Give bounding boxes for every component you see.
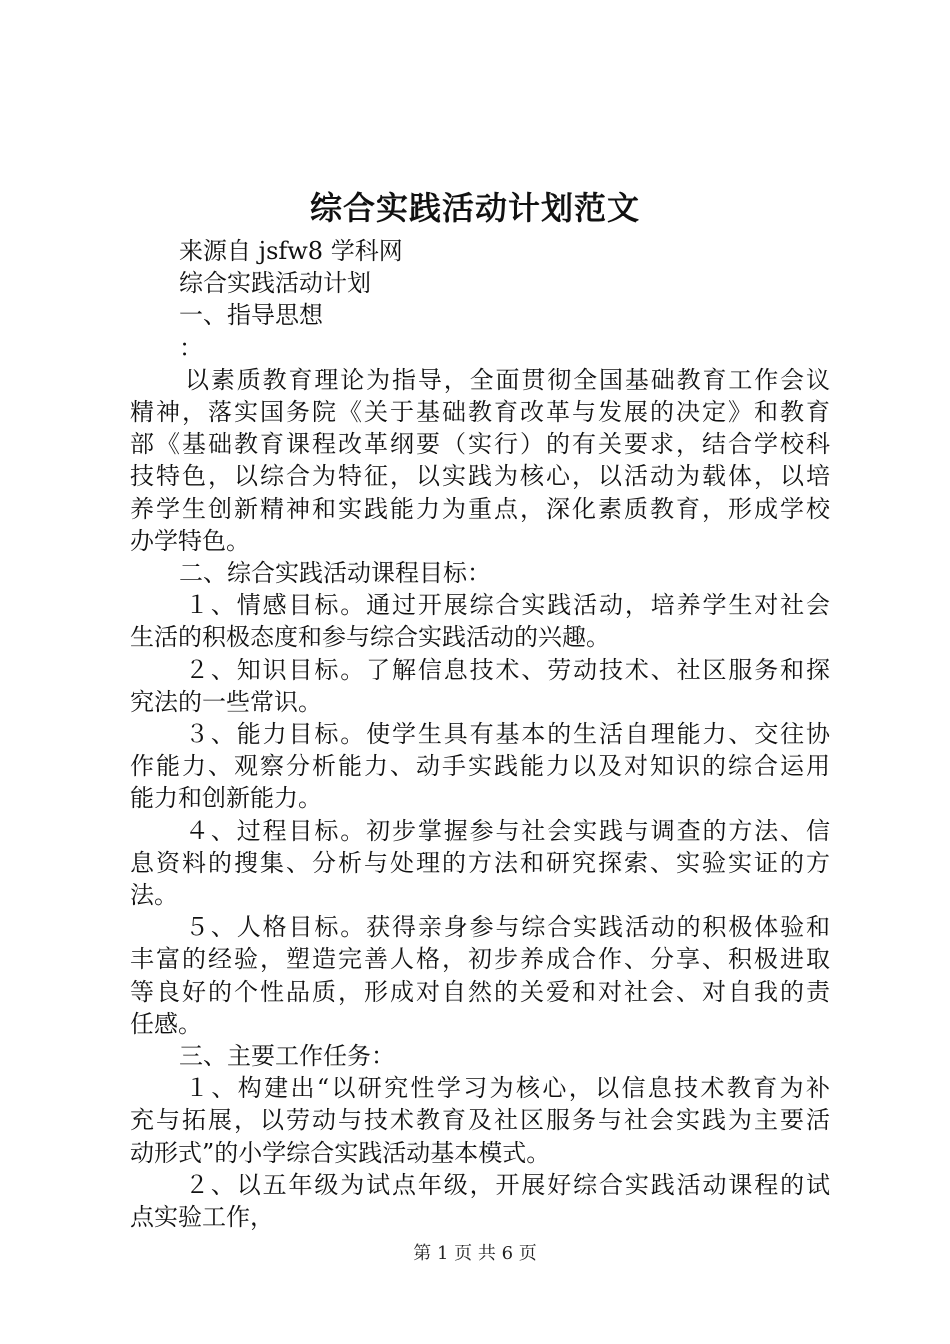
text-line: 部《基础教育课程改革纲要（实行）的有关要求，结合学校科 bbox=[130, 430, 830, 459]
text-line: 综合实践活动计划 bbox=[179, 269, 371, 298]
text-line: 三、主要工作任务： bbox=[179, 1042, 395, 1071]
text-line: 等良好的个性品质，形成对自然的关爱和对社会、对自我的责 bbox=[130, 977, 830, 1006]
text-line: 充与拓展，以劳动与技术教育及社区服务与社会实践为主要活 bbox=[130, 1106, 830, 1135]
text-line: 生活的积极态度和参与综合实践活动的兴趣。 bbox=[130, 623, 610, 652]
text-line: 丰富的经验，塑造完善人格，初步养成合作、分享、积极进取 bbox=[130, 945, 830, 974]
text-line: 二、综合实践活动课程目标： bbox=[179, 559, 491, 588]
text-line: ： bbox=[179, 333, 203, 362]
text-line: １、构建出“以研究性学习为核心，以信息技术教育为补 bbox=[185, 1074, 830, 1103]
text-line: 一、指导思想 bbox=[179, 301, 323, 330]
text-line: 法。 bbox=[130, 881, 178, 910]
text-line: 办学特色。 bbox=[130, 526, 250, 555]
text-line: １、情感目标。通过开展综合实践活动，培养学生对社会 bbox=[185, 591, 830, 620]
document-title: 综合实践活动计划范文 bbox=[309, 189, 640, 227]
text-line: ３、能力目标。使学生具有基本的生活自理能力、交往协 bbox=[185, 720, 830, 749]
text-line: 养学生创新精神和实践能力为重点，深化素质教育，形成学校 bbox=[130, 494, 830, 523]
text-line: 来源自 jsfw8 学科网 bbox=[179, 237, 403, 265]
text-line: 精神，落实国务院《关于基础教育改革与发展的决定》和教育 bbox=[130, 398, 830, 427]
text-line: 作能力、观察分析能力、动手实践能力以及对知识的综合运用 bbox=[130, 752, 830, 781]
text-line: 技特色，以综合为特征，以实践为核心，以活动为载体，以培 bbox=[130, 462, 830, 491]
text-line: ４、过程目标。初步掌握参与社会实践与调查的方法、信 bbox=[185, 816, 830, 845]
text-line: 动形式”的小学综合实践活动基本模式。 bbox=[130, 1138, 551, 1167]
text-line: 能力和创新能力。 bbox=[130, 784, 322, 813]
text-line: ５、人格目标。获得亲身参与综合实践活动的积极体验和 bbox=[185, 913, 830, 942]
text-line: ２、知识目标。了解信息技术、劳动技术、社区服务和探 bbox=[185, 655, 830, 684]
text-line: 究法的一些常识。 bbox=[130, 687, 322, 716]
text-line: 息资料的搜集、分析与处理的方法和研究探索、实验实证的方 bbox=[130, 848, 830, 877]
text-line: 点实验工作， bbox=[130, 1203, 274, 1232]
document-body bbox=[130, 235, 830, 1233]
text-line: 任感。 bbox=[130, 1009, 202, 1038]
page-footer: 第 1 页 共 6 页 bbox=[413, 1243, 537, 1264]
text-line: ２、以五年级为试点年级，开展好综合实践活动课程的试 bbox=[185, 1170, 830, 1199]
text-line: 以素质教育理论为指导，全面贯彻全国基础教育工作会议 bbox=[185, 365, 830, 394]
